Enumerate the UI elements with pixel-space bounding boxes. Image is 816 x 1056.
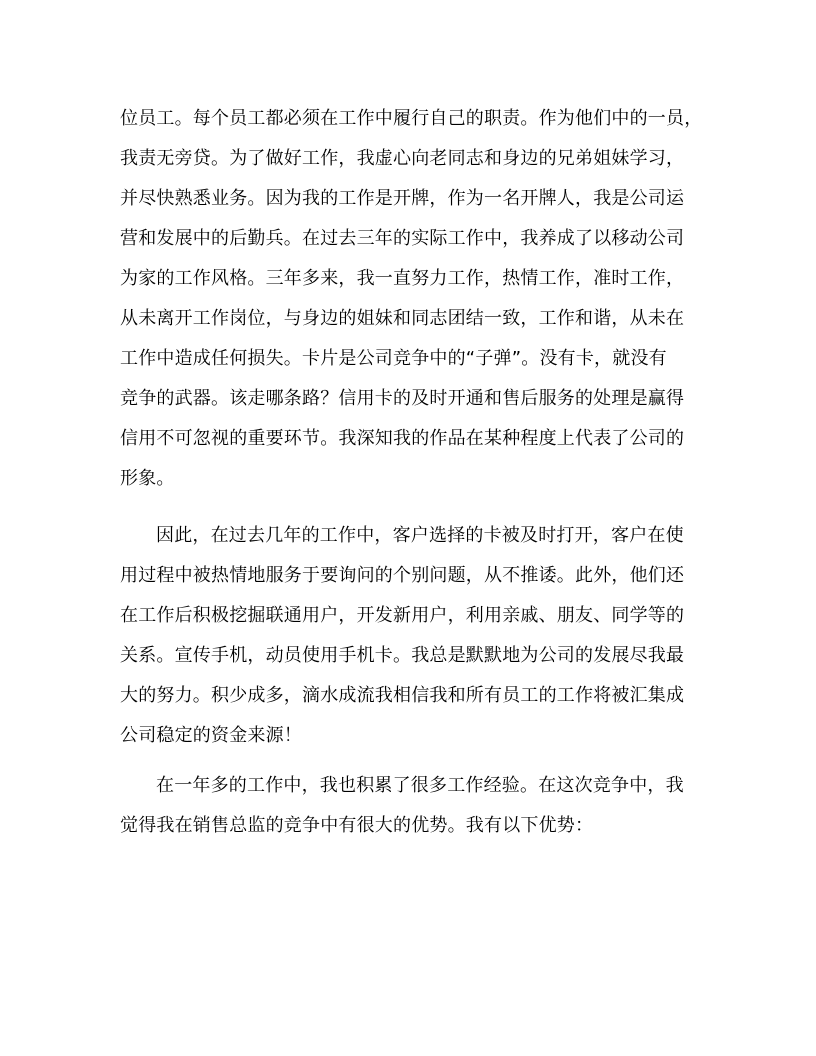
paragraph-2-line-3: 在工作后积极挖掘联通用户，开发新用户，利用亲戚、朋友、同学等的 (120, 605, 685, 626)
paragraph-2-line-6: 公司稳定的资金来源！ (120, 725, 302, 746)
paragraph-1-line-3: 并尽快熟悉业务。因为我的工作是开牌，作为一名开牌人，我是公司运 (120, 188, 685, 209)
paragraph-1-line-6: 从未离开工作岗位，与身边的姐妹和同志团结一致，工作和谐，从未在 (120, 308, 685, 329)
paragraph-1-line-9: 信用不可忽视的重要环节。我深知我的作品在某种程度上代表了公司的 (120, 428, 685, 449)
paragraph-1-line-10: 形象。 (120, 468, 175, 489)
paragraph-1-line-7: 工作中造成任何损失。卡片是公司竞争中的“子弹”。没有卡，就没有 (120, 348, 667, 369)
paragraph-3-line-2: 觉得我在销售总监的竞争中有很大的优势。我有以下优势： (120, 815, 594, 836)
paragraph-1-line-4: 营和发展中的后勤兵。在过去三年的实际工作中，我养成了以移动公司 (120, 228, 685, 249)
paragraph-1-line-1: 位员工。每个员工都必须在工作中履行自己的职责。作为他们中的一员， (120, 108, 703, 129)
paragraph-1-line-8: 竞争的武器。该走哪条路？信用卡的及时开通和售后服务的处理是赢得 (120, 388, 685, 409)
paragraph-2-line-5: 大的努力。积少成多，滴水成流我相信我和所有员工的工作将被汇集成 (120, 685, 685, 706)
paragraph-2-line-1: 因此，在过去几年的工作中，客户选择的卡被及时打开，客户在使 (156, 525, 684, 546)
paragraph-3-line-1: 在一年多的工作中，我也积累了很多工作经验。在这次竞争中，我 (156, 775, 684, 796)
paragraph-2-line-4: 关系。宣传手机，动员使用手机卡。我总是默默地为公司的发展尽我最 (120, 645, 685, 666)
paragraph-1-line-5: 为家的工作风格。三年多来，我一直努力工作，热情工作，准时工作， (120, 268, 685, 289)
paragraph-1-line-2: 我责无旁贷。为了做好工作，我虚心向老同志和身边的兄弟姐妹学习， (120, 148, 685, 169)
paragraph-2-line-2: 用过程中被热情地服务于要询问的个别问题，从不推诿。此外，他们还 (120, 565, 685, 586)
